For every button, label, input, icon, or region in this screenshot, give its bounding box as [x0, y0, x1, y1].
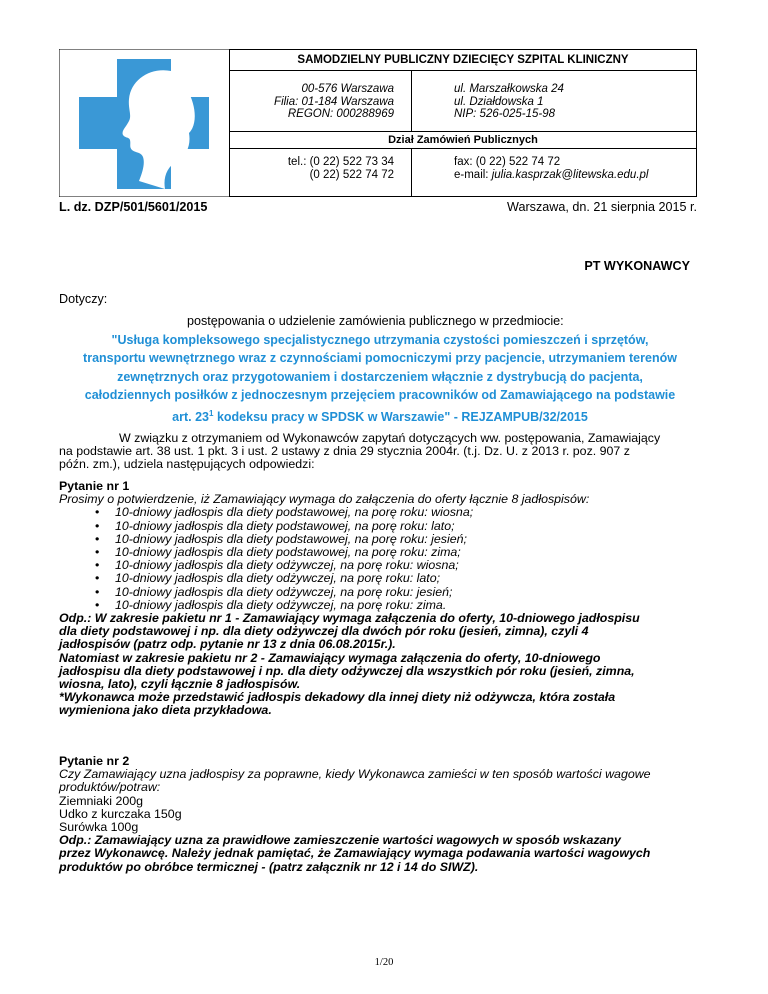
fax-email: fax: (0 22) 522 74 72 e-mail: julia.kasprzak@litewska.edu.pl: [454, 156, 649, 181]
place-date: Warszawa, dn. 21 sierpnia 2015 r.: [507, 200, 697, 214]
letterhead: [59, 49, 697, 197]
page-number: 1/20: [374, 957, 394, 968]
question-1-heading: Pytanie nr 1: [59, 479, 130, 493]
procurement-title: "Usługa kompleksowego specjalistycznego utrzymania czystości pomieszczeń i sprzętów, transportu wewnętrznego wraz z czynnościami pomocniczymi przy pacjencie, utrzymaniem terenów zewnętrznych oraz przygotowaniem i dostarczeniem włącznie z dystrybucją do pacjenta, całodziennych posiłków z jednoczesnym przejęciem pracowników od Zamawiającego na podstawie art. $23^1$ kodeksu pracy w SPDSK w Warszawie" - REJZAMPUB/32/2015: [83, 333, 677, 424]
question-2: [59, 755, 699, 874]
menu-list: [59, 506, 699, 612]
list-item: • 10-dniowy jadłospis dla diety podstawowej, na porę roku: zima;: [59, 546, 699, 559]
department-name: Dział Zamówień Publicznych: [388, 134, 538, 146]
regarding-text: postępowania o udzielenie zamówienia publicznego w przedmiocie:: [187, 314, 564, 328]
answer-2: Odp.: Zamawiający uzna za prawidłowe zamieszczenie wartości wagowych w sposób wskazany przez Wykonawcę. Należy jednak pamiętać, że Zamawiający wymaga podawania wartości wagowych produktów po obróbce termicznej - (patrz załącznik nr 12 i 14 do SIWZ).: [59, 833, 651, 874]
answer-1: Odp.: W zakresie pakietu nr 1 - Zamawiający wymaga załączenia do oferty, 10-dniowego jadłospisu dla diety podstawowej i np. dla diety odżywczej dla dwóch pór roku (jesień, zimna), czyli 4 jadłospisów (patrz odp. pytanie nr 13 z dnia 06.08.2015r.). Natomiast w zakresie pakietu nr 2 - Zamawiający wymaga załączenia do oferty, 10-dniowego jadłospisu dla diety podstawowej i np. dla diety odżywczej dla wszystkich pór roku (jesień, zimna, wiosna, lato), czyli łącznie 8 jadłospisów. *Wykonawca może przedstawić jadłospis dekadowy dla innej diety niż odżywcza, która została wymieniona jako dieta przykładowa.: [59, 610, 640, 718]
hospital-logo: [59, 49, 230, 197]
list-item: • 10-dniowy jadłospis dla diety podstawowej, na porę roku: wiosna;: [59, 506, 699, 519]
list-item: • 10-dniowy jadłospis dla diety odżywczej, na porę roku: jesień;: [59, 586, 699, 599]
question-1: [59, 480, 699, 718]
list-item: • 10-dniowy jadłospis dla diety odżywczej, na porę roku: zima.: [59, 599, 699, 612]
list-item: • 10-dniowy jadłospis dla diety odżywczej, na porę roku: lato;: [59, 572, 699, 585]
telephone: tel.: (0 22) 522 73 34 (0 22) 522 74 72: [287, 156, 394, 181]
intro-paragraph: W związku z otrzymaniem od Wykonawców zapytań dotyczących ww. postępowania, Zamawiający na podstawie art. 38 ust. 1 pkt. 3 i ust. 2 ustawy z dnia 29 stycznia 2004r. (t.j. Dz. U. z 2013 r. poz. 907 z późn. zm.), udziela następujących odpowiedzi:: [59, 431, 661, 472]
addressee: PT WYKONAWCY: [584, 259, 690, 273]
list-item: • 10-dniowy jadłospis dla diety podstawowej, na porę roku: jesień;: [59, 533, 699, 546]
address-right: ul. Marszałkowska 24 ul. Działdowska 1 NIP: 526-025-15-98: [454, 83, 564, 120]
weight-values: Ziemniaki 200g Udko z kurczaka 150g Surówka 100g: [59, 793, 182, 835]
address-left: 00-576 Warszawa Filia: 01-184 Warszawa REGON: 000288969: [274, 83, 394, 120]
institution-name: SAMODZIELNY PUBLICZNY DZIECIĘCY SZPITAL KLINICZNY: [297, 54, 629, 66]
regarding-label: Dotyczy:: [59, 292, 108, 306]
question-1-text: Prosimy o potwierdzenie, iż Zamawiający wymaga do załączenia do oferty łącznie 8 jadłospisów:: [59, 492, 590, 507]
question-2-heading: Pytanie nr 2: [59, 754, 130, 768]
list-item: • 10-dniowy jadłospis dla diety podstawowej, na porę roku: lato;: [59, 520, 699, 533]
question-2-text: Czy Zamawiający uzna jadłospisy za poprawne, kiedy Wykonawca zamieści w ten sposób wartości wagowe produktów/potraw:: [59, 767, 651, 795]
reference-number: L. dz. DZP/501/5601/2015: [59, 200, 208, 214]
list-item: • 10-dniowy jadłospis dla diety odżywczej, na porę roku: wiosna;: [59, 559, 699, 572]
email-link[interactable]: julia.kasprzak@litewska.edu.pl: [491, 168, 649, 181]
